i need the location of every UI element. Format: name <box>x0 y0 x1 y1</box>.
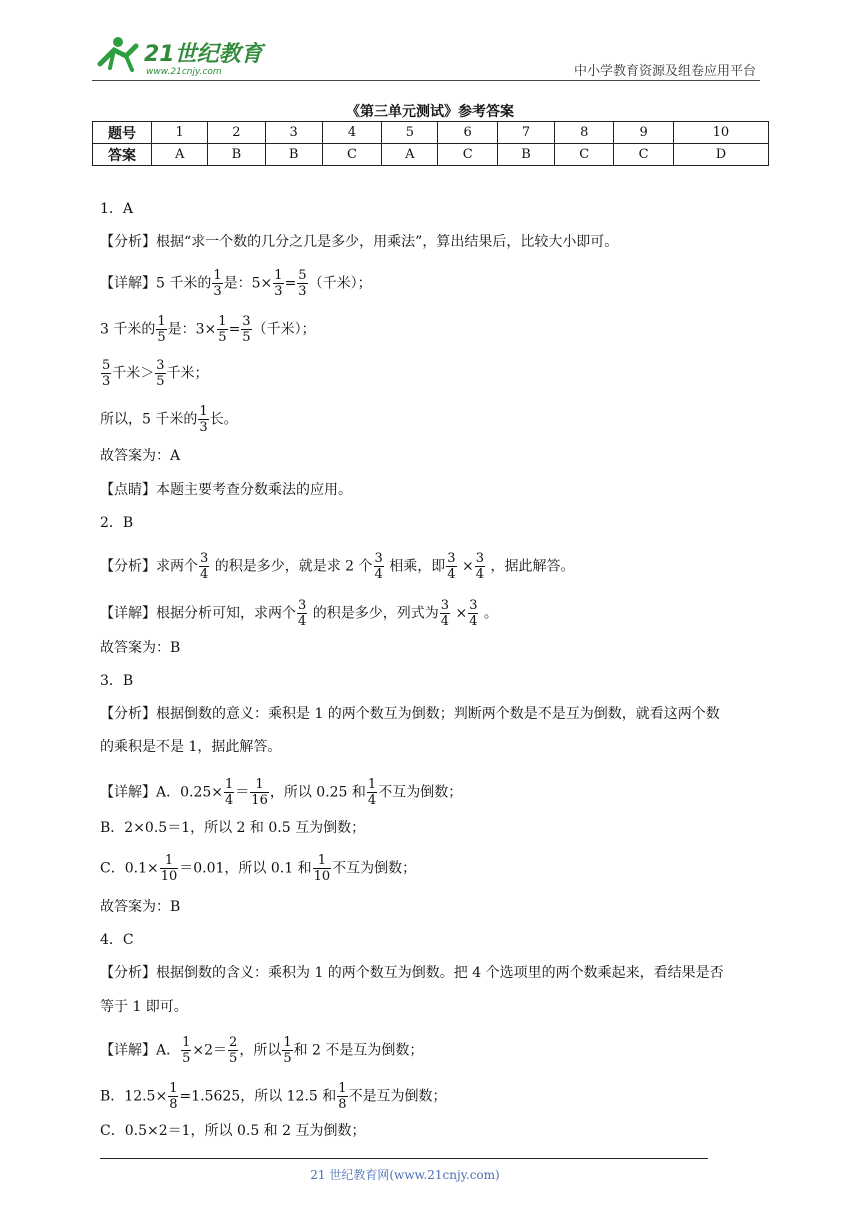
fraction: $\frac{1}{5}$ <box>182 1035 191 1066</box>
table-cell: 5 <box>382 122 438 144</box>
page-title: 《第三单元测试》参考答案 <box>346 104 514 120</box>
table-header-cell: 答案 <box>93 144 152 166</box>
q1-detail-line2 <box>100 314 316 345</box>
q3-heading: 3．B <box>100 673 134 689</box>
q4-detail-c: C．0.5×2＝1，所以 0.5 和 2 互为倒数； <box>100 1123 366 1139</box>
table-cell: 7 <box>497 122 554 144</box>
table-row-numbers <box>93 122 769 144</box>
fraction: $\frac{1}{3}$ <box>213 268 222 299</box>
q2-detail <box>100 598 498 629</box>
q2-analysis <box>100 551 574 582</box>
table-cell: A <box>382 144 438 166</box>
fraction: $\frac{1}{5}$ <box>218 314 227 345</box>
text: 千米； <box>166 365 209 382</box>
fraction: $\frac{1}{16}$ <box>251 777 268 808</box>
text: ×2＝ <box>192 1042 228 1059</box>
text: ＝ <box>235 784 250 801</box>
fraction: $\frac{5}{3}$ <box>102 358 111 389</box>
table-cell: C <box>322 144 381 166</box>
text: 不是互为倒数； <box>348 1088 447 1105</box>
fraction: $\frac{1}{4}$ <box>225 777 234 808</box>
text: 所以，5 千米的 <box>100 411 198 428</box>
q1-answer: 故答案为：A <box>100 448 181 464</box>
q3-detail-b: B．2×0.5＝1，所以 2 和 0.5 互为倒数； <box>100 820 366 836</box>
q3-answer: 故答案为：B <box>100 899 181 915</box>
page-header <box>92 34 760 82</box>
text: 和 2 不是互为倒数； <box>293 1042 424 1059</box>
text: 的积是多少，就是求 2 个 <box>210 558 373 575</box>
header-divider <box>92 80 760 81</box>
table-cell: C <box>555 144 614 166</box>
text: × <box>457 558 474 575</box>
fraction: $\frac{3}{4}$ <box>447 551 456 582</box>
table-cell: 3 <box>265 122 322 144</box>
text: 千米＞ <box>112 365 155 382</box>
logo-text: 21世纪教育 <box>144 42 263 67</box>
fraction: $\frac{3}{4}$ <box>374 551 383 582</box>
text: 【详解】根据分析可知，求两个 <box>100 605 296 622</box>
table-cell: A <box>152 144 208 166</box>
q2-answer: 故答案为：B <box>100 640 181 656</box>
fraction: $\frac{1}{8}$ <box>338 1081 347 1112</box>
fraction: $\frac{1}{10}$ <box>313 853 331 884</box>
fraction: $\frac{3}{4}$ <box>469 598 478 629</box>
text: （千米）； <box>252 321 316 338</box>
text: 是：3× <box>167 321 217 338</box>
fraction: $\frac{1}{10}$ <box>160 853 178 884</box>
q1-analysis: 【分析】根据“求一个数的几分之几是多少，用乘法”，算出结果后，比较大小即可。 <box>100 234 619 250</box>
q1-detail-line3 <box>100 358 209 389</box>
text: 3 千米的 <box>100 321 156 338</box>
fraction: $\frac{3}{5}$ <box>242 314 251 345</box>
fraction: $\frac{3}{4}$ <box>440 598 450 629</box>
text: = <box>284 275 297 292</box>
text: B．12.5× <box>100 1088 168 1105</box>
q3-detail-c <box>100 853 416 884</box>
fraction: $\frac{1}{3}$ <box>274 268 283 299</box>
text: 的积是多少，列式为 <box>308 605 439 622</box>
q3-detail-a <box>100 777 462 808</box>
text: 相乘，即 <box>384 558 446 575</box>
text: ，据此解答。 <box>486 558 575 575</box>
text: 。 <box>479 605 498 622</box>
logo-21cnjy <box>92 34 272 80</box>
text: 长。 <box>209 411 238 428</box>
table-cell: 10 <box>673 122 768 144</box>
text: × <box>451 605 468 622</box>
text: 是：5× <box>223 275 273 292</box>
table-cell: 8 <box>555 122 614 144</box>
q3-analysis-line2: 的乘积是不是 1，据此解答。 <box>100 739 282 755</box>
fraction: $\frac{1}{8}$ <box>169 1081 178 1112</box>
q2-heading: 2．B <box>100 515 134 531</box>
text: = <box>228 321 241 338</box>
table-cell: D <box>673 144 768 166</box>
fraction: $\frac{1}{5}$ <box>157 314 166 345</box>
text: 不互为倒数； <box>332 860 417 877</box>
q3-analysis-line1: 【分析】根据倒数的意义：乘积是 1 的两个数互为倒数；判断两个数是不是互为倒数，就看这两个数 <box>100 706 720 722</box>
table-cell: 1 <box>152 122 208 144</box>
q4-heading: 4．C <box>100 932 134 948</box>
text: ，所以 <box>239 1042 282 1059</box>
fraction: $\frac{3}{4}$ <box>200 551 209 582</box>
q1-point: 【点睛】本题主要考查分数乘法的应用。 <box>100 482 352 498</box>
q4-detail-b <box>100 1081 447 1112</box>
q4-detail-a <box>100 1035 423 1066</box>
table-cell: 9 <box>614 122 673 144</box>
fraction: $\frac{3}{4}$ <box>298 598 307 629</box>
table-cell: 4 <box>322 122 381 144</box>
text: ，所以 0.25 和 <box>269 784 366 801</box>
table-cell: 2 <box>208 122 265 144</box>
table-row-answers <box>93 144 769 166</box>
q1-heading: 1．A <box>100 201 134 217</box>
answer-table <box>92 121 769 166</box>
table-cell: B <box>265 144 322 166</box>
logo-url: www.21cnjy.com <box>146 67 222 77</box>
text: 【详解】5 千米的 <box>100 275 212 292</box>
table-cell: C <box>614 144 673 166</box>
fraction: $\frac{3}{5}$ <box>156 358 165 389</box>
text: 不互为倒数； <box>378 784 463 801</box>
table-cell: 6 <box>438 122 497 144</box>
fraction: $\frac{2}{5}$ <box>229 1035 238 1066</box>
text: 【详解】A．0.25× <box>100 784 224 801</box>
table-cell: B <box>497 144 554 166</box>
q1-detail-line4 <box>100 404 238 435</box>
footer-divider <box>100 1158 708 1159</box>
fraction: $\frac{3}{4}$ <box>475 551 485 582</box>
table-cell: C <box>438 144 497 166</box>
platform-name: 中小学教育资源及组卷应用平台 <box>573 64 756 79</box>
text: 【分析】求两个 <box>100 558 198 575</box>
q4-analysis-line2: 等于 1 即可。 <box>100 999 188 1015</box>
fraction: $\frac{1}{3}$ <box>199 404 208 435</box>
q4-analysis-line1: 【分析】根据倒数的含义：乘积为 1 的两个数互为倒数。把 4 个选项里的两个数乘起来，看结果是否 <box>100 965 724 981</box>
text: 【详解】A． <box>100 1042 181 1059</box>
fraction: $\frac{5}{3}$ <box>298 268 307 299</box>
text: C．0.1× <box>100 860 159 877</box>
footer-text: 21 世纪教育网(www.21cnjy.com) <box>310 1168 500 1182</box>
table-header-cell: 题号 <box>93 122 152 144</box>
table-cell: B <box>208 144 265 166</box>
text: =1.5625，所以 12.5 和 <box>179 1088 337 1105</box>
fraction: $\frac{1}{4}$ <box>367 777 377 808</box>
q1-detail-line1 <box>100 268 372 299</box>
text: ＝0.01，所以 0.1 和 <box>179 860 312 877</box>
text: （千米）； <box>308 275 372 292</box>
fraction: $\frac{1}{5}$ <box>283 1035 292 1066</box>
